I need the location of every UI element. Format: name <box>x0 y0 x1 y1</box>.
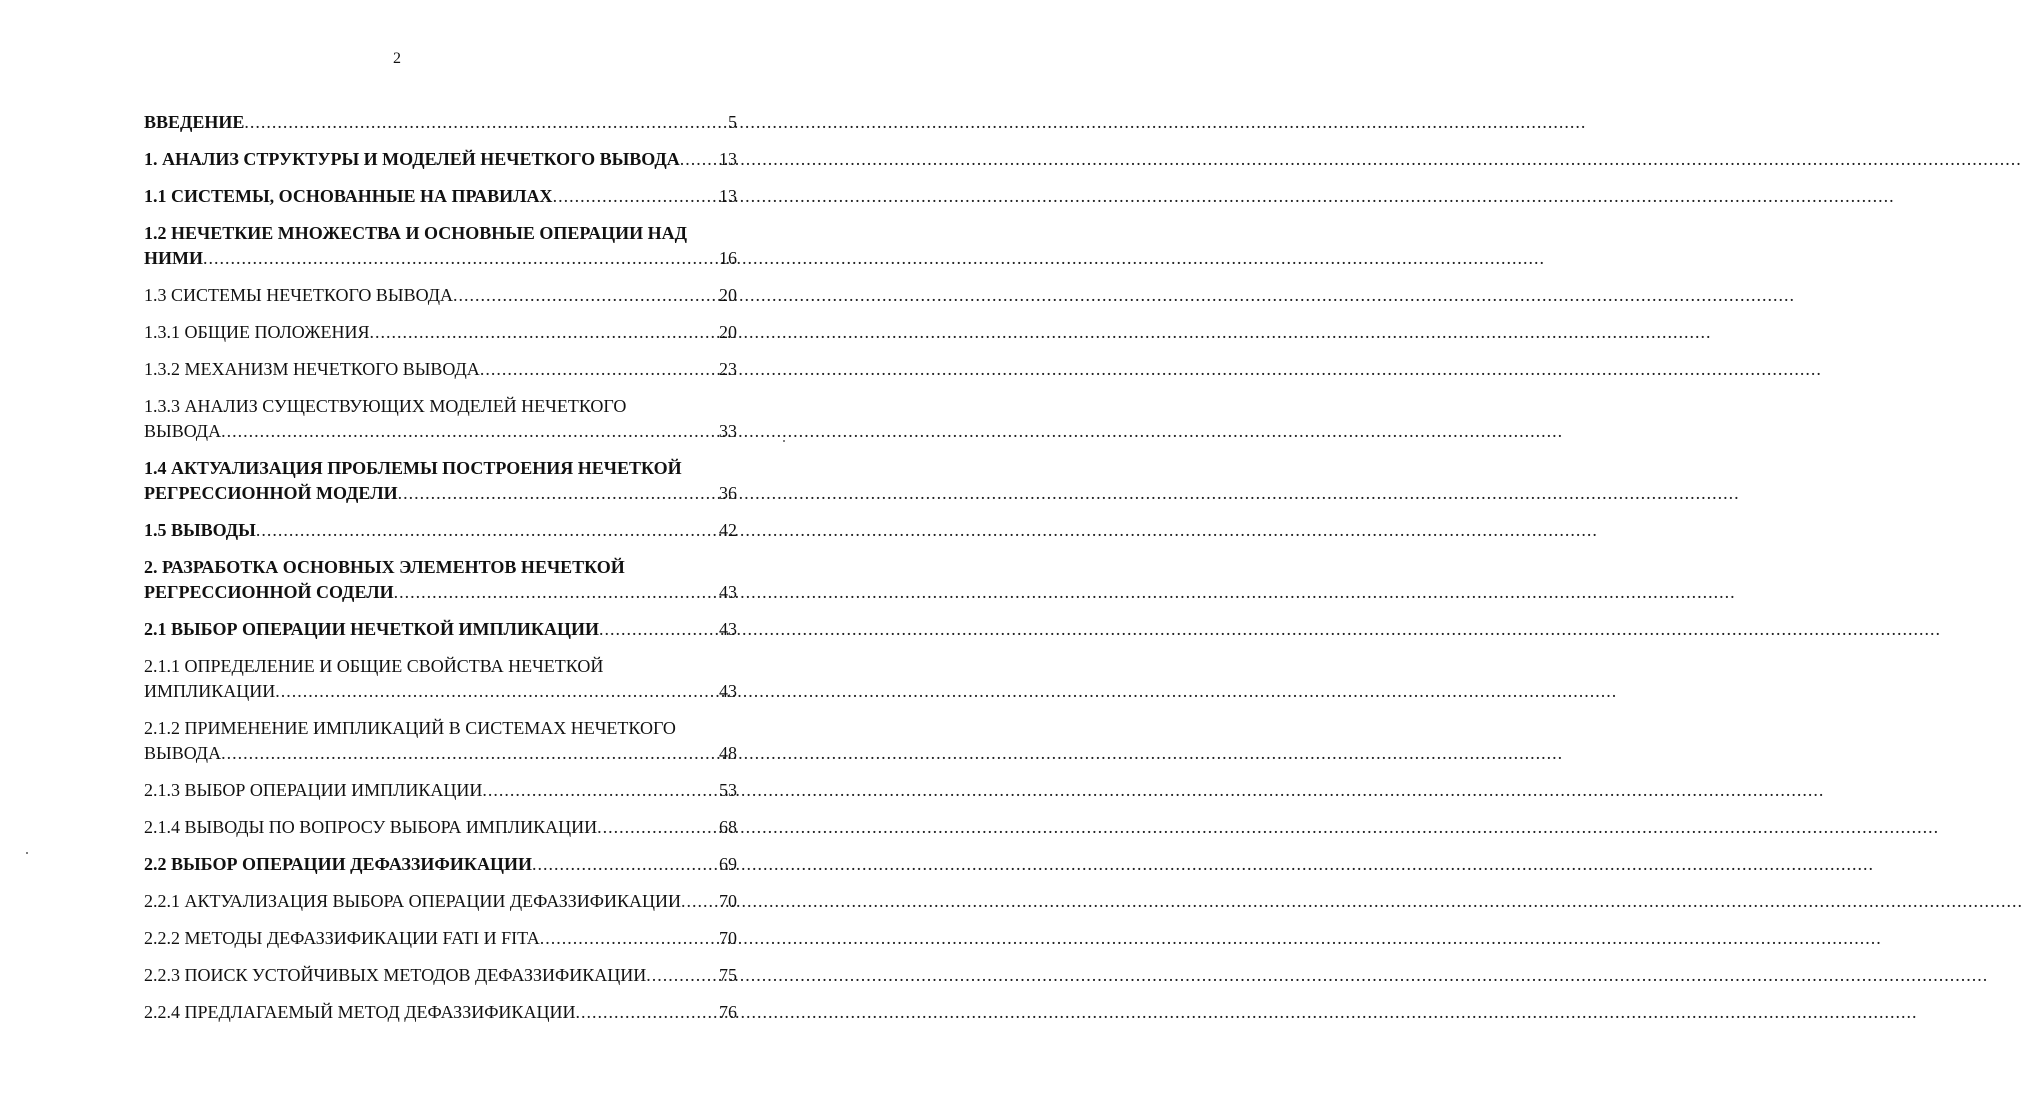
toc-entry <box>144 394 737 444</box>
toc-entry <box>144 617 737 642</box>
toc-entry-title: 1.3 СИСТЕМЫ НЕЧЕТКОГО ВЫВОДА <box>144 285 453 305</box>
toc-entry <box>144 1000 737 1025</box>
page-number: 2 <box>393 50 401 67</box>
toc-entry-line <box>144 617 737 642</box>
toc-entry-line <box>144 320 737 345</box>
toc-entry-line <box>144 679 737 704</box>
toc-entry <box>144 283 737 308</box>
toc-entry-page-number: 43 <box>719 681 737 701</box>
dot-leader <box>244 110 727 135</box>
toc-entry <box>144 852 737 877</box>
dot-leader <box>681 889 718 914</box>
toc-entry <box>144 555 737 605</box>
toc-entry-page-number: 69 <box>719 854 737 874</box>
dot-leader <box>369 320 718 345</box>
toc-entry-line <box>144 815 737 840</box>
toc-entry-page-number: 43 <box>719 582 737 602</box>
dot-leader <box>646 963 718 988</box>
toc-entry-title: ИМПЛИКАЦИИ <box>144 681 276 701</box>
toc-entry-title: 2.2.1 АКТУАЛИЗАЦИЯ ВЫБОРА ОПЕРАЦИИ ДЕФАЗЗИФИКАЦИИ <box>144 891 682 911</box>
toc-entry-line <box>144 852 737 877</box>
toc-entry-page-number: 23 <box>719 359 737 379</box>
toc-entry-title-line1: 2.1.1 ОПРЕДЕЛЕНИЕ И ОБЩИЕ СВОЙСТВА НЕЧЕТКОЙ <box>144 656 604 676</box>
toc-entry <box>144 518 737 543</box>
toc-entry <box>144 221 737 271</box>
toc-entry-title: 2.2.4 ПРЕДЛАГАЕМЫЙ МЕТОД ДЕФАЗЗИФИКАЦИИ <box>144 1002 576 1022</box>
toc-entry-line <box>144 283 737 308</box>
toc-entry-page-number: 16 <box>719 248 737 268</box>
toc-entry <box>144 456 737 506</box>
toc-entry <box>144 716 737 766</box>
toc-entry <box>144 963 737 988</box>
toc-entry-title: 2.2.2 МЕТОДЫ ДЕФАЗЗИФИКАЦИИ FATI И FITA <box>144 928 540 948</box>
toc-entry <box>144 184 737 209</box>
toc-entry-title: ВЫВОДА <box>144 421 222 441</box>
toc-entry-title: 1.3.2 МЕХАНИЗМ НЕЧЕТКОГО ВЫВОДА <box>144 359 480 379</box>
toc-entry-page-number: 43 <box>719 619 737 639</box>
dot-leader <box>482 778 718 803</box>
toc-entry-page-number: 13 <box>719 186 737 206</box>
toc-entry <box>144 926 737 951</box>
toc-entry-line <box>144 889 737 914</box>
dot-leader <box>540 926 718 951</box>
toc-entry-line <box>144 518 737 543</box>
toc-entry-page-number: 5 <box>728 112 737 132</box>
toc-entry-title: 2.1.3 ВЫБОР ОПЕРАЦИИ ИМПЛИКАЦИИ <box>144 780 483 800</box>
dot-leader <box>680 147 718 172</box>
dot-leader <box>256 518 718 543</box>
toc-entry <box>144 320 737 345</box>
toc-entry-title: ВВЕДЕНИЕ <box>144 112 245 132</box>
toc-entry-title: РЕГРЕССИОННОЙ МОДЕЛИ <box>144 483 398 503</box>
dot-leader <box>453 283 718 308</box>
toc-entry-title: НИМИ <box>144 248 203 268</box>
toc-entry-line <box>144 481 737 506</box>
toc-entry-page-number: 33 <box>719 421 737 441</box>
dot-leader <box>599 617 718 642</box>
toc-entry-page-number: 75 <box>719 965 737 985</box>
toc-entry-line <box>144 1000 737 1025</box>
dot-leader <box>398 481 718 506</box>
dot-leader <box>575 1000 718 1025</box>
toc-entry-line <box>144 580 737 605</box>
toc-entry-page-number: 53 <box>719 780 737 800</box>
toc-entry <box>144 889 737 914</box>
toc-entry-page-number: 70 <box>719 891 737 911</box>
toc-entry-page-number: 20 <box>719 322 737 342</box>
dot-leader <box>203 246 718 271</box>
toc-entry-line <box>144 246 737 271</box>
dot-leader <box>275 679 718 704</box>
toc-entry-title: 1.1 СИСТЕМЫ, ОСНОВАННЫЕ НА ПРАВИЛАХ <box>144 186 553 206</box>
toc-entry-page-number: 20 <box>719 285 737 305</box>
toc-entry-title: РЕГРЕССИОННОЙ СОДЕЛИ <box>144 582 394 602</box>
toc-entry-title: ВЫВОДА <box>144 743 222 763</box>
toc-entry-line <box>144 741 737 766</box>
dot-leader <box>597 815 718 840</box>
toc-entry-title: 2.2 ВЫБОР ОПЕРАЦИИ ДЕФАЗЗИФИКАЦИИ <box>144 854 532 874</box>
toc-entry-title: 1. АНАЛИЗ СТРУКТУРЫ И МОДЕЛЕЙ НЕЧЕТКОГО ВЫВОДА <box>144 149 680 169</box>
toc-entry-title: 2.1 ВЫБОР ОПЕРАЦИИ НЕЧЕТКОЙ ИМПЛИКАЦИИ <box>144 619 599 639</box>
toc-entry <box>144 778 737 803</box>
toc-entry <box>144 815 737 840</box>
toc-entry-title-line1: 2. РАЗРАБОТКА ОСНОВНЫХ ЭЛЕМЕНТОВ НЕЧЕТКОЙ <box>144 557 625 577</box>
toc-entry-page-number: 76 <box>719 1002 737 1022</box>
dot-leader <box>221 419 718 444</box>
toc-entry-line <box>144 184 737 209</box>
dot-leader <box>394 580 718 605</box>
toc-entry-line <box>144 926 737 951</box>
toc-entry-line <box>144 419 737 444</box>
toc-entry-title: 2.1.4 ВЫВОДЫ ПО ВОПРОСУ ВЫБОРА ИМПЛИКАЦИИ <box>144 817 598 837</box>
scan-speck <box>783 440 785 442</box>
toc-entry <box>144 654 737 704</box>
toc-entry <box>144 110 737 135</box>
toc-entry-line <box>144 963 737 988</box>
toc-entry-line <box>144 147 737 172</box>
toc-entry-page-number: 48 <box>719 743 737 763</box>
scan-speck <box>26 852 28 854</box>
toc-entry-page-number: 42 <box>719 520 737 540</box>
toc-entry-line <box>144 110 737 135</box>
toc-entry-page-number: 68 <box>719 817 737 837</box>
toc-entry-title-line1: 1.4 АКТУАЛИЗАЦИЯ ПРОБЛЕМЫ ПОСТРОЕНИЯ НЕЧЕТКОЙ <box>144 458 682 478</box>
toc-entry <box>144 357 737 382</box>
dot-leader <box>532 852 718 877</box>
toc-entry-title: 2.2.3 ПОИСК УСТОЙЧИВЫХ МЕТОДОВ ДЕФАЗЗИФИКАЦИИ <box>144 965 647 985</box>
table-of-contents <box>144 110 737 1037</box>
toc-entry <box>144 147 737 172</box>
dot-leader <box>221 741 718 766</box>
toc-entry-title-line1: 1.2 НЕЧЕТКИЕ МНОЖЕСТВА И ОСНОВНЫЕ ОПЕРАЦИИ НАД <box>144 223 688 243</box>
dot-leader <box>480 357 718 382</box>
toc-entry-line <box>144 778 737 803</box>
toc-entry-title: 1.3.1 ОБЩИЕ ПОЛОЖЕНИЯ <box>144 322 370 342</box>
toc-entry-title-line1: 2.1.2 ПРИМЕНЕНИЕ ИМПЛИКАЦИЙ В СИСТЕМАХ НЕЧЕТКОГО <box>144 718 676 738</box>
toc-entry-title: 1.5 ВЫВОДЫ <box>144 520 256 540</box>
toc-entry-title-line1: 1.3.3 АНАЛИЗ СУЩЕСТВУЮЩИХ МОДЕЛЕЙ НЕЧЕТКОГО <box>144 396 627 416</box>
toc-entry-page-number: 13 <box>719 149 737 169</box>
toc-entry-line <box>144 357 737 382</box>
toc-entry-page-number: 70 <box>719 928 737 948</box>
dot-leader <box>553 184 718 209</box>
toc-entry-page-number: 36 <box>719 483 737 503</box>
